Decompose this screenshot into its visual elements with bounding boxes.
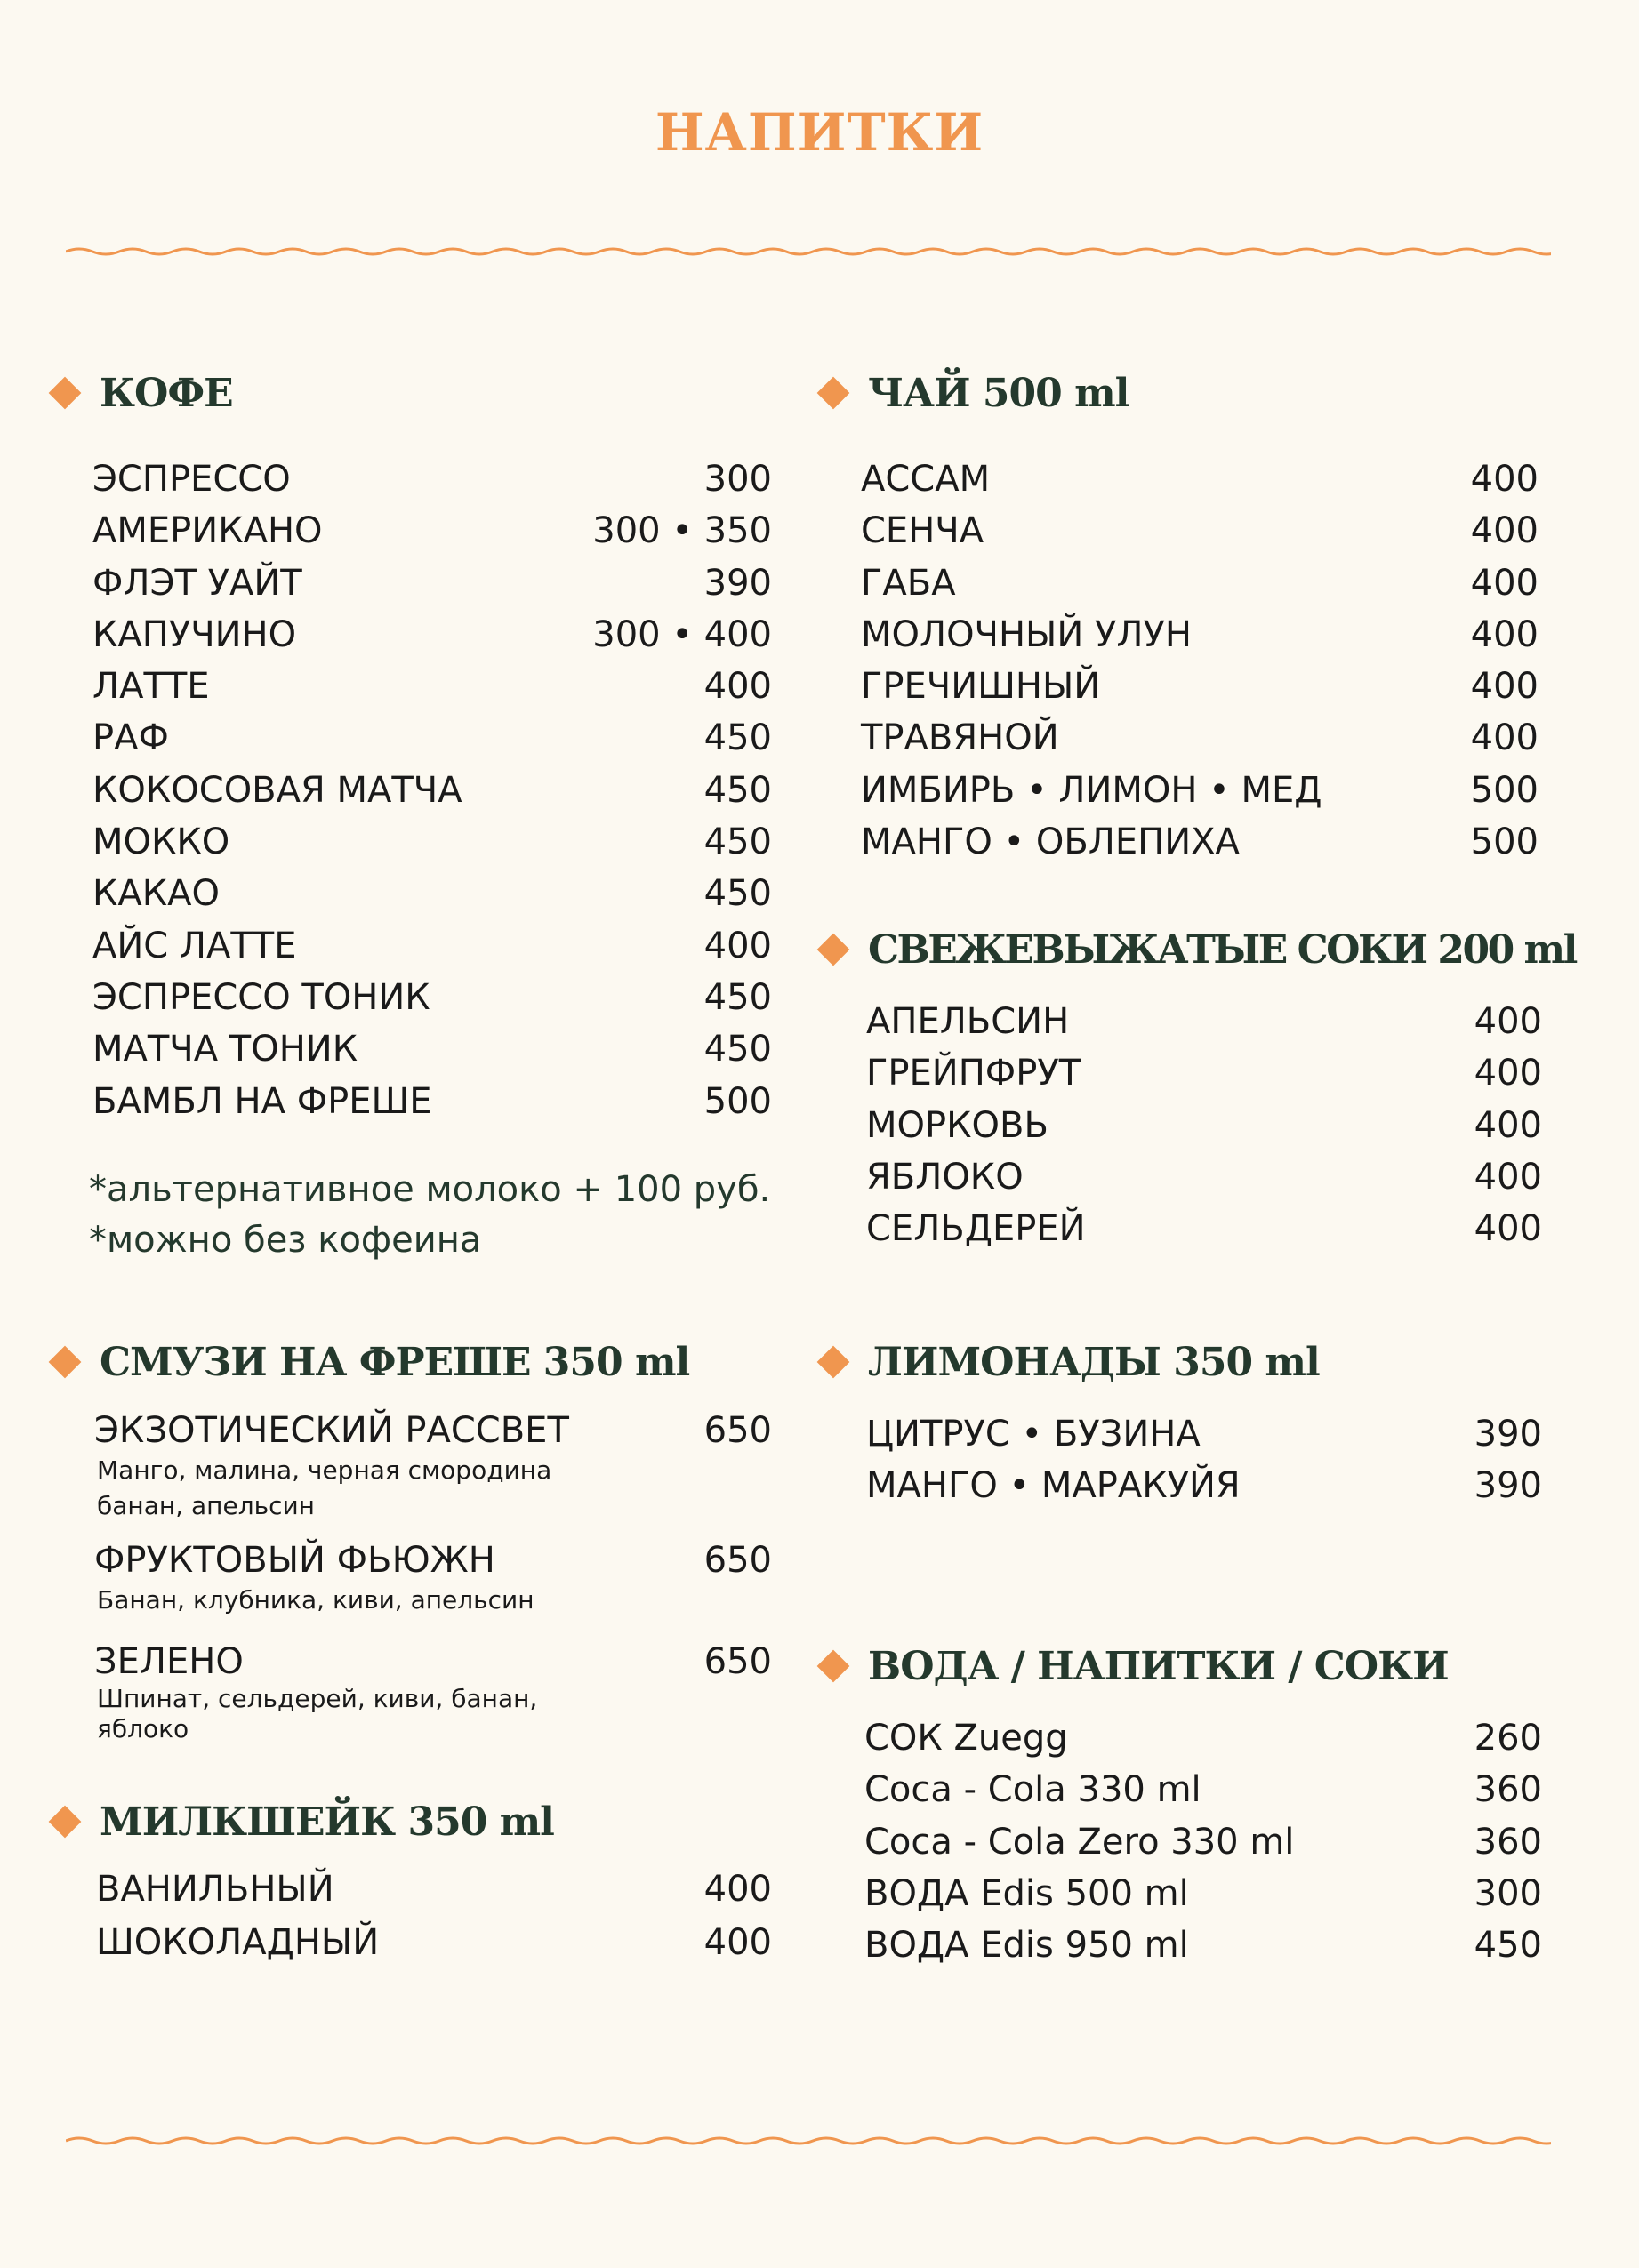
item-name: ВАНИЛЬНЫЙ [96,1869,334,1910]
item-name: ИМБИРЬ • ЛИМОН • МЕД [861,769,1322,811]
section-water-drinks [816,1638,1542,1971]
item-price: 400 [703,925,772,966]
menu-item [864,1816,1542,1868]
menu-item [864,1868,1542,1919]
menu-item [861,661,1539,712]
section-header [816,1334,1542,1390]
menu-item [92,765,772,816]
menu-item [861,609,1539,661]
item-price: 450 [703,821,772,863]
item-price: 400 [1474,1104,1542,1146]
item-name: ЭСПРЕССО [92,459,291,500]
menu-item [864,1712,1542,1764]
item-name: ВОДА Edis 950 ml [864,1925,1189,1967]
section-smoothies [48,1334,772,1744]
section-fresh-juices [816,921,1576,1254]
item-price: 450 [703,873,772,915]
item-price: 390 [703,562,772,604]
diamond-icon [817,934,850,966]
menu-item [866,1151,1542,1203]
menu-item [866,1047,1542,1099]
item-price: 400 [1470,666,1539,708]
item-name: АПЕЛЬСИН [866,1001,1070,1042]
item-price: 300 [1474,1872,1542,1914]
item-name: МОЛОЧНЫЙ УЛУН [861,613,1192,655]
item-name: ГРЕЙПФРУТ [866,1053,1081,1094]
item-name: МАНГО • МАРАКУЙЯ [866,1465,1241,1507]
item-name: Coca - Cola Zero 330 ml [864,1821,1295,1863]
item-price: 400 [1470,562,1539,604]
section-coffee [48,365,772,1266]
section-milkshake [48,1793,772,1969]
item-price: 400 [703,666,772,708]
item-list [816,1408,1542,1512]
wave-divider-bottom [66,2128,1551,2154]
section-header [816,921,1576,978]
menu-item [92,453,772,505]
item-name: АМЕРИКАНО [92,510,323,552]
item-name: ВОДА Edis 500 ml [864,1872,1189,1914]
smoothie-item [94,1538,772,1618]
section-title: КОФЕ [100,370,233,416]
menu-item [92,661,772,712]
item-price: 300 • 400 [592,613,772,655]
item-price: 400 [1474,1001,1542,1042]
item-list [48,1408,772,1744]
item-name: МОРКОВЬ [866,1104,1048,1146]
section-lemonades [816,1334,1542,1512]
diamond-icon [49,1806,82,1839]
menu-item [96,1863,772,1916]
menu-item [92,505,772,557]
item-price: 400 [1470,717,1539,759]
menu-item [866,1203,1542,1254]
item-price: 650 [703,1540,772,1581]
menu-item [96,1916,772,1969]
item-price: 650 [703,1410,772,1451]
menu-item [92,557,772,609]
item-name: ФРУКТОВЫЙ ФЬЮЖН [94,1540,495,1581]
section-header [816,365,1539,421]
diamond-icon [817,1346,850,1379]
page-title: НАПИТКИ [655,102,984,163]
menu-item [92,972,772,1023]
menu-item [866,1100,1542,1151]
section-tea [816,365,1539,868]
item-name: БАМБЛ НА ФРЕШЕ [92,1080,432,1122]
item-name: ЛАТТЕ [92,666,210,708]
item-price: 450 [703,1029,772,1070]
item-price: 450 [1474,1925,1542,1967]
menu-item [866,1408,1542,1460]
section-title: МИЛКШЕЙК 350 ml [100,1799,554,1845]
item-name: КАКАО [92,873,221,915]
item-name: ФЛЭТ УАЙТ [92,562,302,604]
section-title: СВЕЖЕВЫЖАТЫЕ СОКИ 200 ml [868,926,1576,973]
item-list [48,453,772,1266]
item-price: 400 [1470,459,1539,500]
item-list [816,1712,1542,1971]
note-decaf: *можно без кофеина [89,1219,482,1261]
menu-item [92,609,772,661]
menu-item [92,868,772,919]
item-price: 500 [703,1080,772,1122]
item-name: МАНГО • ОБЛЕПИХА [861,821,1240,863]
item-name: Coca - Cola 330 ml [864,1769,1201,1811]
item-price: 400 [1470,510,1539,552]
diamond-icon [817,1650,850,1683]
item-list [48,1863,772,1969]
section-header [816,1638,1542,1695]
item-name: ЦИТРУС • БУЗИНА [866,1414,1201,1455]
item-price: 400 [1474,1053,1542,1094]
item-price: 260 [1474,1718,1542,1759]
item-price: 450 [703,976,772,1018]
item-price: 400 [1474,1156,1542,1198]
item-description: Шпинат, сельдерей, киви, банан, яблоко [97,1684,538,1743]
note-alt-milk: *альтернативное молоко + 100 руб. [89,1168,771,1210]
item-price: 400 [1474,1208,1542,1250]
menu-item [861,505,1539,557]
item-description: Банан, клубника, киви, апельсин [97,1585,534,1615]
menu-item [866,1460,1542,1511]
item-name: ШОКОЛАДНЫЙ [96,1922,380,1963]
menu-item [92,920,772,972]
item-price: 390 [1474,1465,1542,1507]
menu-item [861,816,1539,868]
menu-item [861,453,1539,505]
diamond-icon [817,377,850,410]
menu-item [861,765,1539,816]
menu-item [92,1023,772,1075]
menu-item [92,712,772,764]
item-name: ЯБЛОКО [866,1156,1024,1198]
item-name: ТРАВЯНОЙ [861,717,1059,759]
item-price: 650 [703,1641,772,1682]
smoothie-item [94,1408,772,1524]
section-header [48,365,772,421]
item-price: 400 [703,1922,772,1963]
item-name: МАТЧА ТОНИК [92,1029,358,1070]
diamond-icon [49,1346,82,1379]
wave-divider-top [66,238,1551,265]
item-name: КОКОСОВАЯ МАТЧА [92,769,462,811]
item-name: СОК Zuegg [864,1718,1068,1759]
section-header [48,1334,772,1390]
menu-item [861,712,1539,764]
item-name: КАПУЧИНО [92,613,297,655]
section-title: ЛИМОНАДЫ 350 ml [868,1339,1320,1385]
item-name: СЕЛЬДЕРЕЙ [866,1208,1086,1250]
smoothie-item [94,1639,772,1744]
item-name: ГАБА [861,562,956,604]
item-price: 400 [1470,613,1539,655]
menu-item [861,557,1539,609]
item-price: 300 [703,459,772,500]
item-name: АССАМ [861,459,991,500]
item-price: 360 [1474,1821,1542,1863]
section-title: ВОДА / НАПИТКИ / СОКИ [868,1643,1449,1689]
item-price: 450 [703,717,772,759]
menu-item [92,816,772,868]
item-list [816,453,1539,868]
section-header [48,1793,772,1850]
item-name: МОККО [92,821,230,863]
menu-item [864,1919,1542,1971]
item-name: ЭКЗОТИЧЕСКИЙ РАССВЕТ [94,1410,569,1451]
item-name: ЭСПРЕССО ТОНИК [92,976,430,1018]
item-name: РАФ [92,717,169,759]
item-price: 300 • 350 [592,510,772,552]
item-price: 400 [703,1869,772,1910]
item-price: 500 [1470,769,1539,811]
section-title: ЧАЙ 500 ml [868,370,1129,416]
item-description: Манго, малина, черная смородина банан, апельсин [97,1455,552,1520]
item-name: СЕНЧА [861,510,984,552]
item-name: ЗЕЛЕНО [94,1641,244,1682]
section-title: СМУЗИ НА ФРЕШЕ 350 ml [100,1339,690,1385]
diamond-icon [49,377,82,410]
item-price: 500 [1470,821,1539,863]
item-price: 450 [703,769,772,811]
menu-item [92,1076,772,1127]
item-price: 390 [1474,1414,1542,1455]
menu-item [864,1764,1542,1815]
menu-item [866,996,1542,1047]
item-name: АЙС ЛАТТЕ [92,925,297,966]
item-price: 360 [1474,1769,1542,1811]
item-name: ГРЕЧИШНЫЙ [861,666,1101,708]
item-list [816,996,1542,1254]
